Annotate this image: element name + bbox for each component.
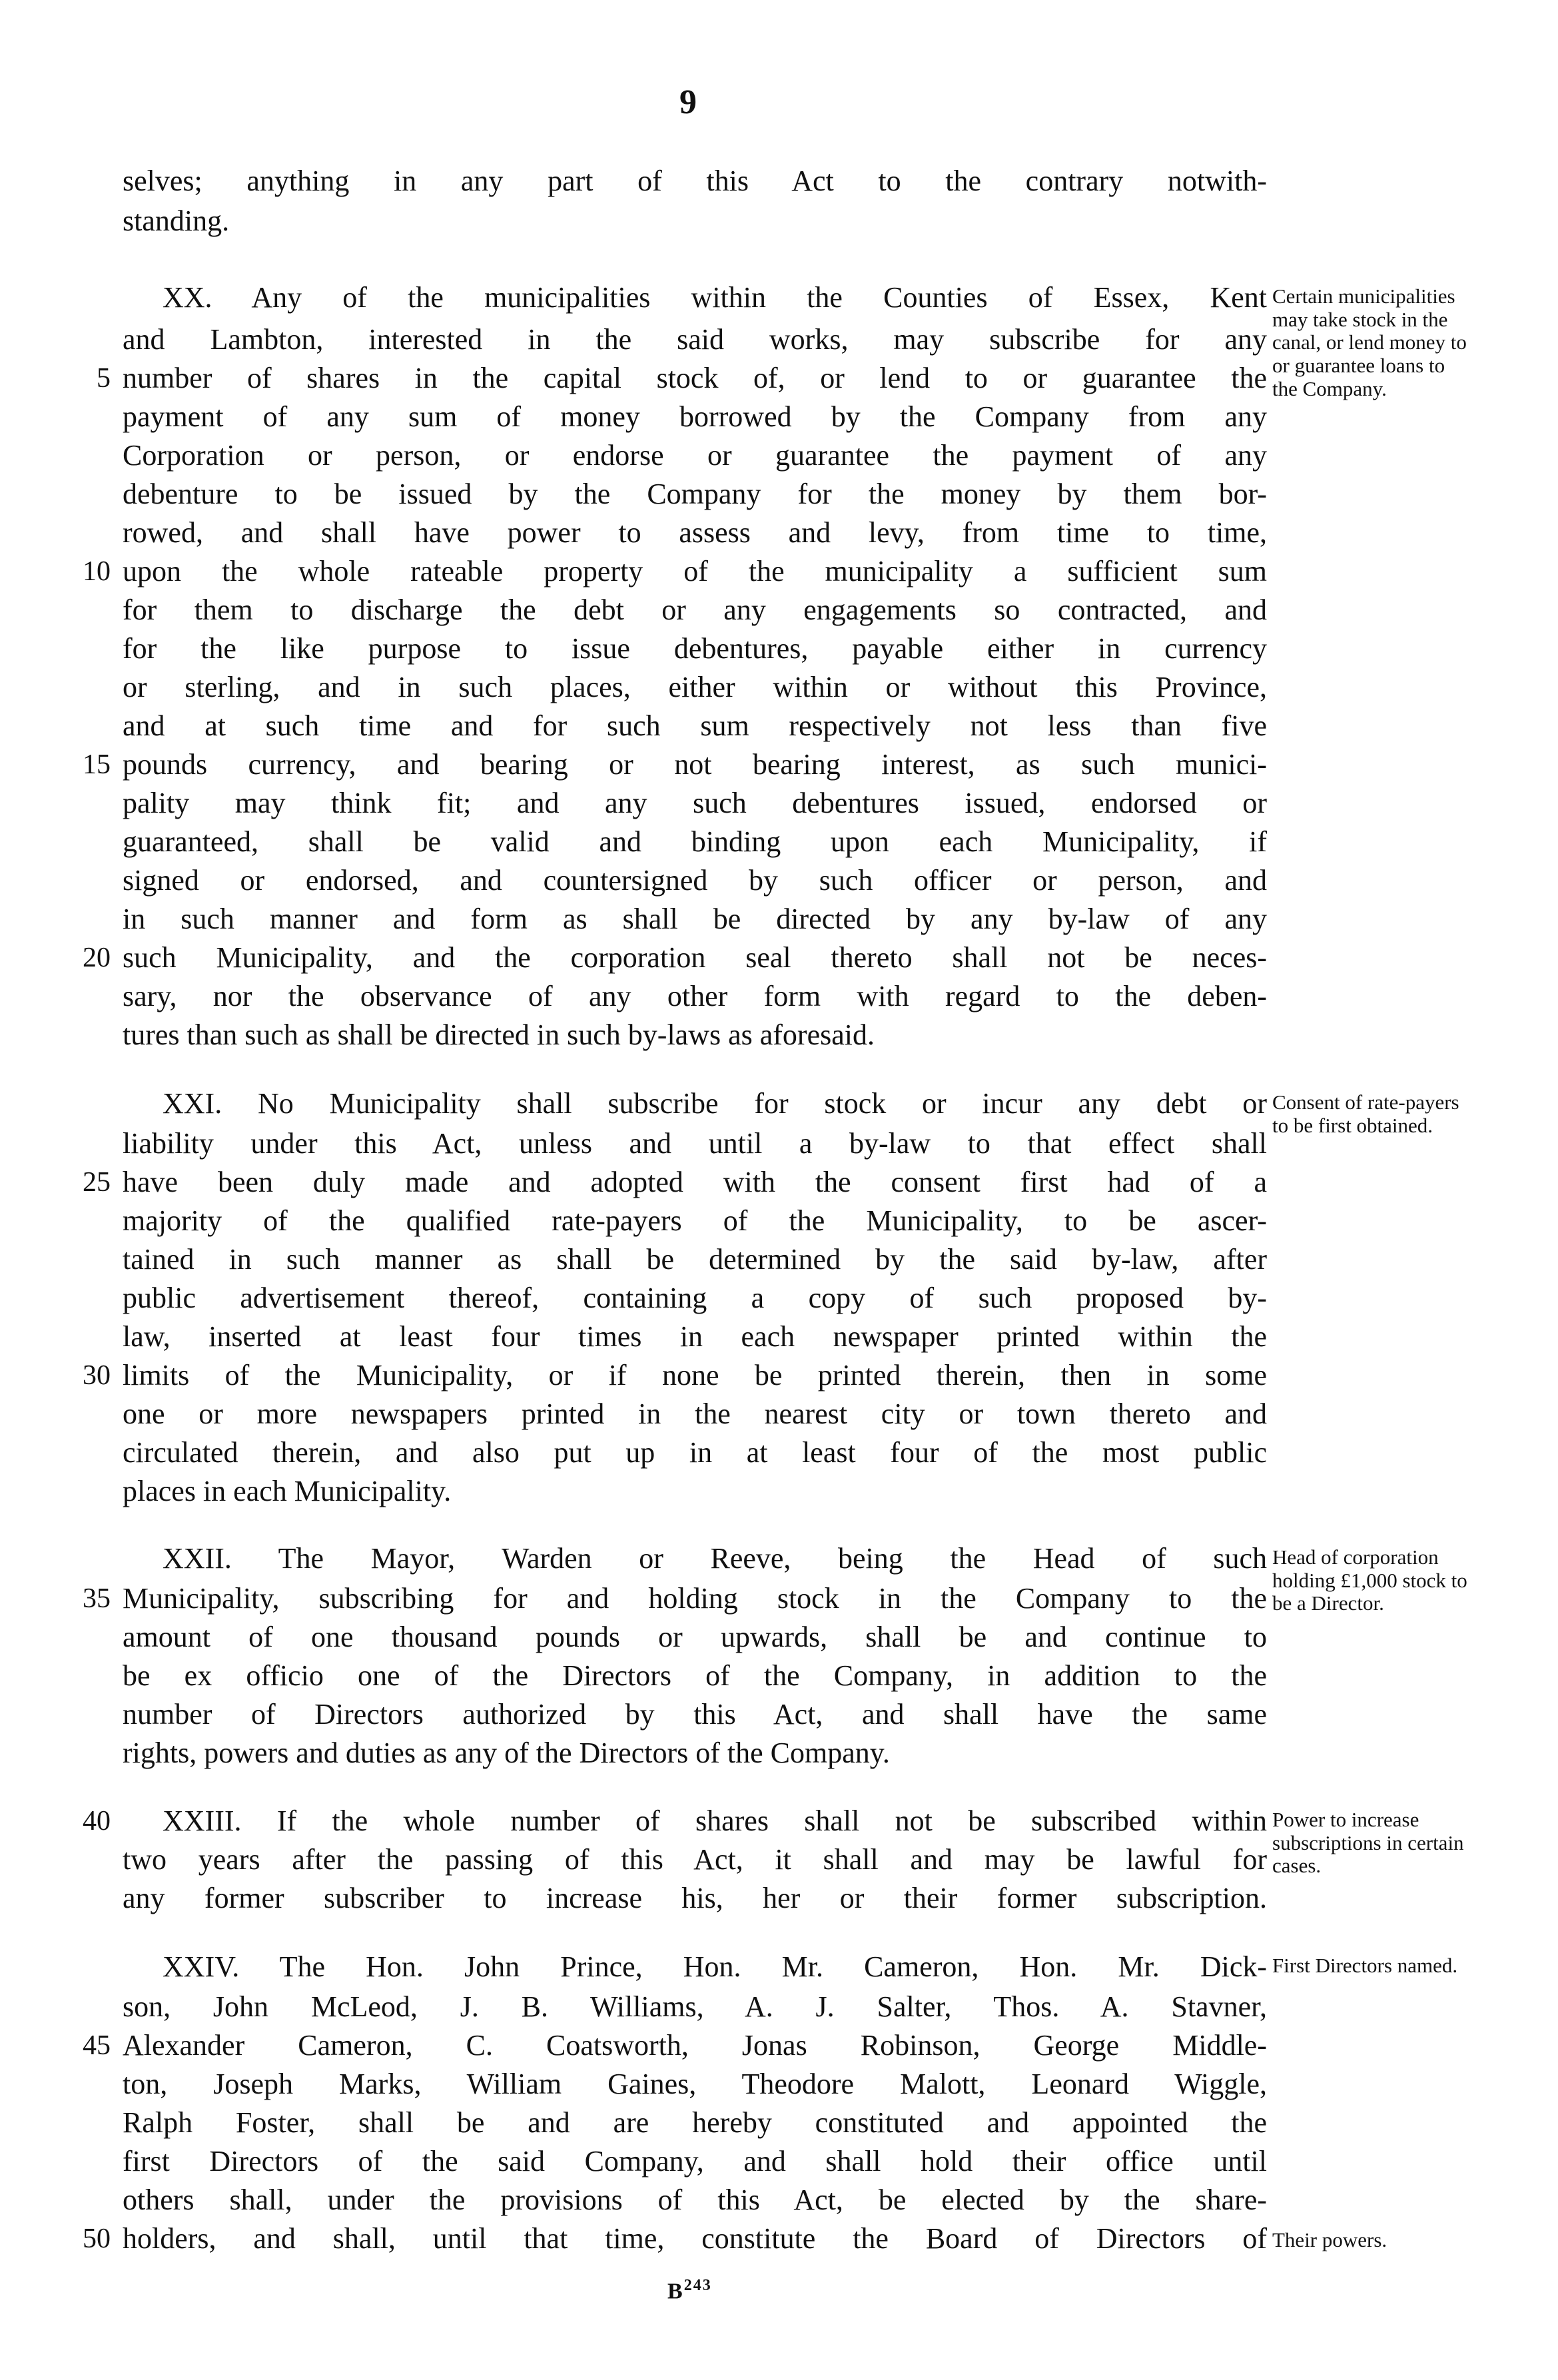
section-xxi-line: places in each Municipality. [123, 1475, 452, 1507]
intro-line: standing. [123, 204, 230, 237]
line-number: 50 [83, 2223, 111, 2254]
margin-note-xxiii: Power to increase subscriptions in certain cases. [1272, 1808, 1464, 1878]
section-xx-line: for them to discharge the debt or any engagements so contracted, and [123, 594, 1267, 626]
section-xx-line: Corporation or person, or endorse or guarantee the payment of any [123, 439, 1267, 472]
section-xxiv-line: Ralph Foster, shall be and are hereby constituted and appointed the [123, 2106, 1267, 2139]
section-xxii-line: rights, powers and duties as any of the Directors of the Company. [123, 1737, 890, 1769]
section-xxi-line: have been duly made and adopted with the consent first had of a [123, 1166, 1267, 1198]
printer-signature [667, 2277, 712, 2304]
margin-note-xxi: Consent of rate-payers to be first obtained. [1272, 1090, 1459, 1137]
section-xxiv-line: Alexander Cameron, C. Coatsworth, Jonas Robinson, George Middle- [123, 2029, 1267, 2062]
section-xxi-line: majority of the qualified rate-payers of the Municipality, to be ascer- [123, 1204, 1267, 1237]
section-xx-line: and Lambton, interested in the said works, may subscribe for any [123, 323, 1267, 356]
page-number: 9 [679, 83, 697, 121]
section-xxi-line: public advertisement thereof, containing a copy of such proposed by- [123, 1282, 1267, 1314]
section-xxiv-line: first Directors of the said Company, and shall hold their office until [123, 2145, 1267, 2178]
section-xx-line: guaranteed, shall be valid and binding upon each Municipality, if [123, 825, 1267, 858]
margin-note-xxiv: First Directors named. [1272, 1954, 1458, 1977]
section-xxiv-line: XXIV. The Hon. John Prince, Hon. Mr. Cameron, Hon. Mr. Dick- [163, 1950, 1267, 1983]
margin-note-xxiv-powers: Their powers. [1272, 2228, 1387, 2251]
section-xxi-line: one or more newspapers printed in the nearest city or town thereto and [123, 1397, 1267, 1430]
section-xx-line: for the like purpose to issue debentures, payable either in currency [123, 632, 1267, 665]
section-xx-line: such Municipality, and the corporation seal thereto shall not be neces- [123, 941, 1267, 974]
section-xx-line: in such manner and form as shall be directed by any by-law of any [123, 903, 1267, 935]
section-xx-line: or sterling, and in such places, either within or without this Province, [123, 671, 1267, 703]
line-number: 40 [83, 1806, 111, 1836]
section-xxi-line: tained in such manner as shall be determined by the said by-law, after [123, 1243, 1267, 1276]
section-xxii-line: be ex officio one of the Directors of the Company, in addition to the [123, 1659, 1267, 1692]
section-xxi-line: limits of the Municipality, or if none be printed therein, then in some [123, 1359, 1267, 1391]
section-xxiv-line: holders, and shall, until that time, constitute the Board of Directors of [123, 2222, 1267, 2255]
section-xxiii-line: any former subscriber to increase his, her or their former subscription. [123, 1882, 1267, 1914]
section-xxiv-line: son, John McLeod, J. B. Williams, A. J. Salter, Thos. A. Stavner, [123, 1990, 1267, 2023]
section-xxii-line: number of Directors authorized by this Act, and shall have the same [123, 1698, 1267, 1731]
section-xxii-line: XXII. The Mayor, Warden or Reeve, being the Head of such [163, 1542, 1267, 1575]
section-xxi-line: XXI. No Municipality shall subscribe for stock or incur any debt or [163, 1087, 1267, 1120]
section-xx-line: pality may think fit; and any such debentures issued, endorsed or [123, 787, 1267, 819]
section-xxiv-line: ton, Joseph Marks, William Gaines, Theodore Malott, Leonard Wiggle, [123, 2068, 1267, 2100]
line-number: 25 [83, 1167, 111, 1198]
section-xx-line: and at such time and for such sum respectively not less than five [123, 709, 1267, 742]
section-xx-line: upon the whole rateable property of the municipality a sufficient sum [123, 555, 1267, 588]
section-xx-line: number of shares in the capital stock of, or lend to or guarantee the [123, 362, 1267, 394]
section-xx-line: tures than such as shall be directed in such by-laws as aforesaid. [123, 1018, 875, 1051]
section-xxi-line: law, inserted at least four times in each newspaper printed within the [123, 1320, 1267, 1353]
section-xx-line: XX. Any of the municipalities within the Counties of Essex, Kent [163, 281, 1267, 314]
section-xxi-line: liability under this Act, unless and until a by-law to that effect shall [123, 1127, 1267, 1160]
line-number: 35 [83, 1583, 111, 1614]
section-xx-line: rowed, and shall have power to assess and levy, from time to time, [123, 516, 1267, 549]
section-xxiii-line: two years after the passing of this Act, it shall and may be lawful for [123, 1843, 1267, 1876]
section-xx-line: pounds currency, and bearing or not bearing interest, as such munici- [123, 748, 1267, 781]
section-xx-line: signed or endorsed, and countersigned by such officer or person, and [123, 864, 1267, 897]
line-number: 15 [83, 749, 111, 780]
margin-note-xxii: Head of corporation holding £1,000 stock to be a Director. [1272, 1545, 1467, 1615]
section-xxiii-line: XXIII. If the whole number of shares shall not be subscribed within [163, 1804, 1267, 1837]
section-xx-line: debenture to be issued by the Company for the money by them bor- [123, 478, 1267, 510]
section-xxiv-line: others shall, under the provisions of this Act, be elected by the share- [123, 2183, 1267, 2216]
section-xxii-line: Municipality, subscribing for and holding stock in the Company to the [123, 1582, 1267, 1615]
section-xxii-line: amount of one thousand pounds or upwards, shall be and continue to [123, 1621, 1267, 1653]
section-xx-line: sary, nor the observance of any other form with regard to the deben- [123, 980, 1267, 1012]
line-number: 10 [83, 556, 111, 587]
line-number: 20 [83, 943, 111, 973]
signature-letter: B [667, 2279, 684, 2304]
section-xx-line: payment of any sum of money borrowed by the Company from any [123, 400, 1267, 433]
line-number: 30 [83, 1360, 111, 1391]
signature-number: 243 [683, 2277, 712, 2294]
intro-line: selves; anything in any part of this Act to the contrary notwith- [123, 165, 1267, 197]
line-number: 45 [83, 2030, 111, 2061]
line-number: 5 [97, 363, 111, 394]
margin-note-xx: Certain municipalities may take stock in the canal, or lend money to or guarantee loans to the Company. [1272, 284, 1467, 400]
section-xxi-line: circulated therein, and also put up in at least four of the most public [123, 1436, 1267, 1469]
